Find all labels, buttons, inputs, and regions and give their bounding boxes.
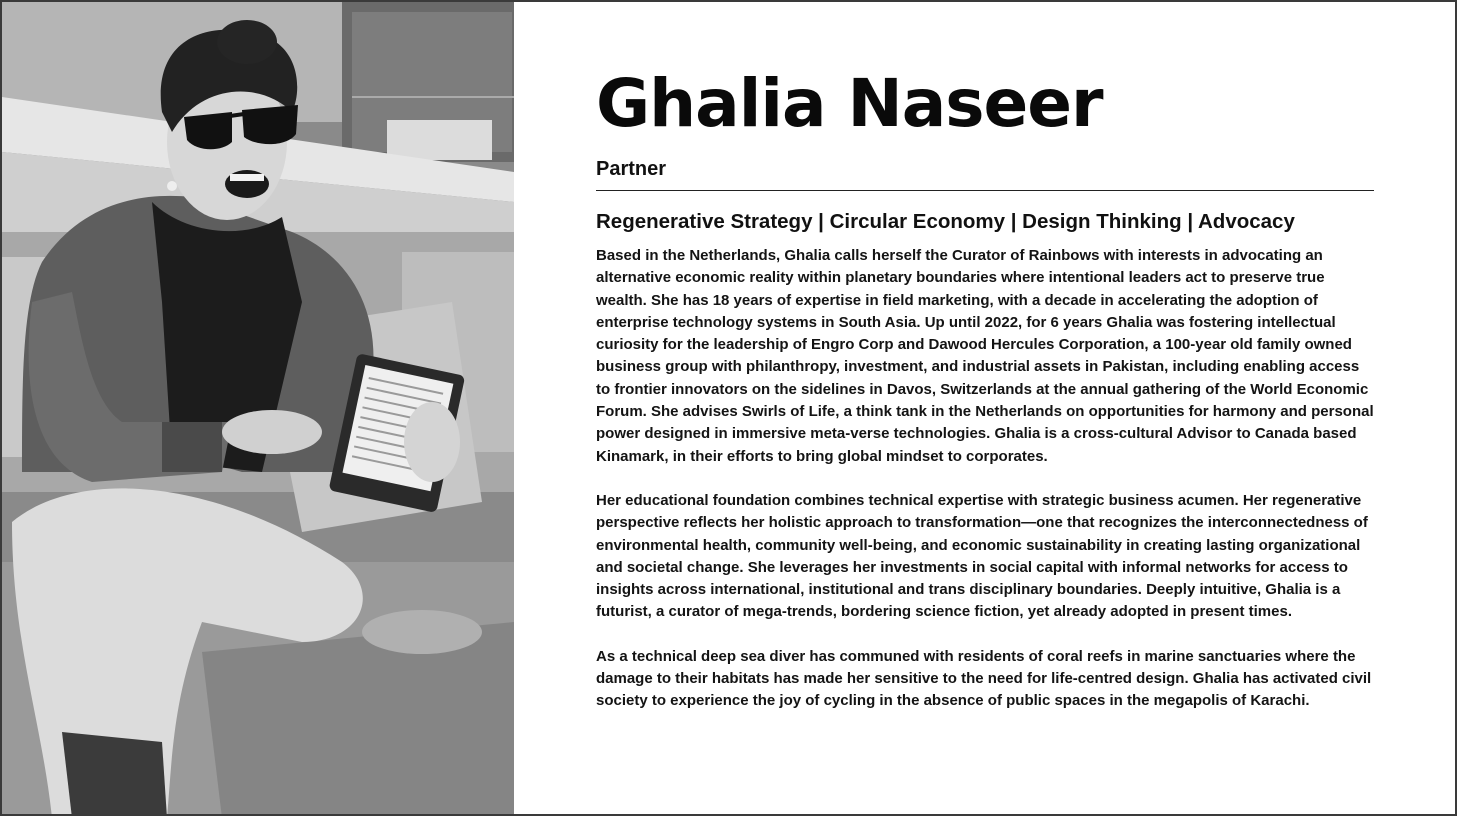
bio-paragraph-1: Based in the Netherlands, Ghalia calls herself the Curator of Rainbows with interests in advocating an alternative economic reality within planetary boundaries where intentional leaders act to preserve true wealth. She has 18 years of expertise in field marketing, with a decade in accelerating the adoption of enterprise technology systems in South Asia. Up until 2022, for 6 years Ghalia was fostering intellectual curiosity for the leadership of Engro Corp and Dawood Hercules Corporation, a 100-year old family owned business group with philanthropy, investment, and industrial assets in Pakistan, including enabling access to frontier innovators on the sidelines in Davos, Switzerlands at the annual gathering of the World Economic Forum. She advises Swirls of Life, a think tank in the Netherlands on opportunities for harmony and personal power designed in immersive meta-verse technologies. Ghalia is a cross-cultural Advisor to Canada based Kinamark, in their efforts to bring global mindset to corporates. [596, 247, 1374, 465]
person-name: Ghalia Naseer [596, 65, 1103, 142]
portrait-photo [2, 2, 514, 816]
expertise-tagline: Regenerative Strategy | Circular Economy | Design Thinking | Advocacy [596, 210, 1295, 233]
bio-paragraph-3: As a technical deep sea diver has communed with residents of coral reefs in marine sanctuaries where the damage to their habitats has made her sensitive to the need for life-centred design. Ghalia has activated civil society to experience the joy of cycling in the absence of public spaces in the megapolis of Karachi. [596, 647, 1372, 710]
profile-content [596, 64, 1376, 713]
person-role: Partner [596, 158, 667, 180]
bio-paragraph-2: Her educational foundation combines technical expertise with strategic business acumen. Her regenerative perspective reflects her holistic approach to transformation—one that recognizes the interconnectedness of environmental health, community well-being, and economic sustainability in creating lasting organizational and societal change. She leverages her investments in social capital with informal networks for access to insights across international, institutional and trans disciplinary boundaries. Deeply intuitive, Ghalia is a futurist, a curator of mega-trends, bordering science fiction, yet already adopted in present times. [596, 491, 1368, 621]
divider [596, 190, 1374, 191]
